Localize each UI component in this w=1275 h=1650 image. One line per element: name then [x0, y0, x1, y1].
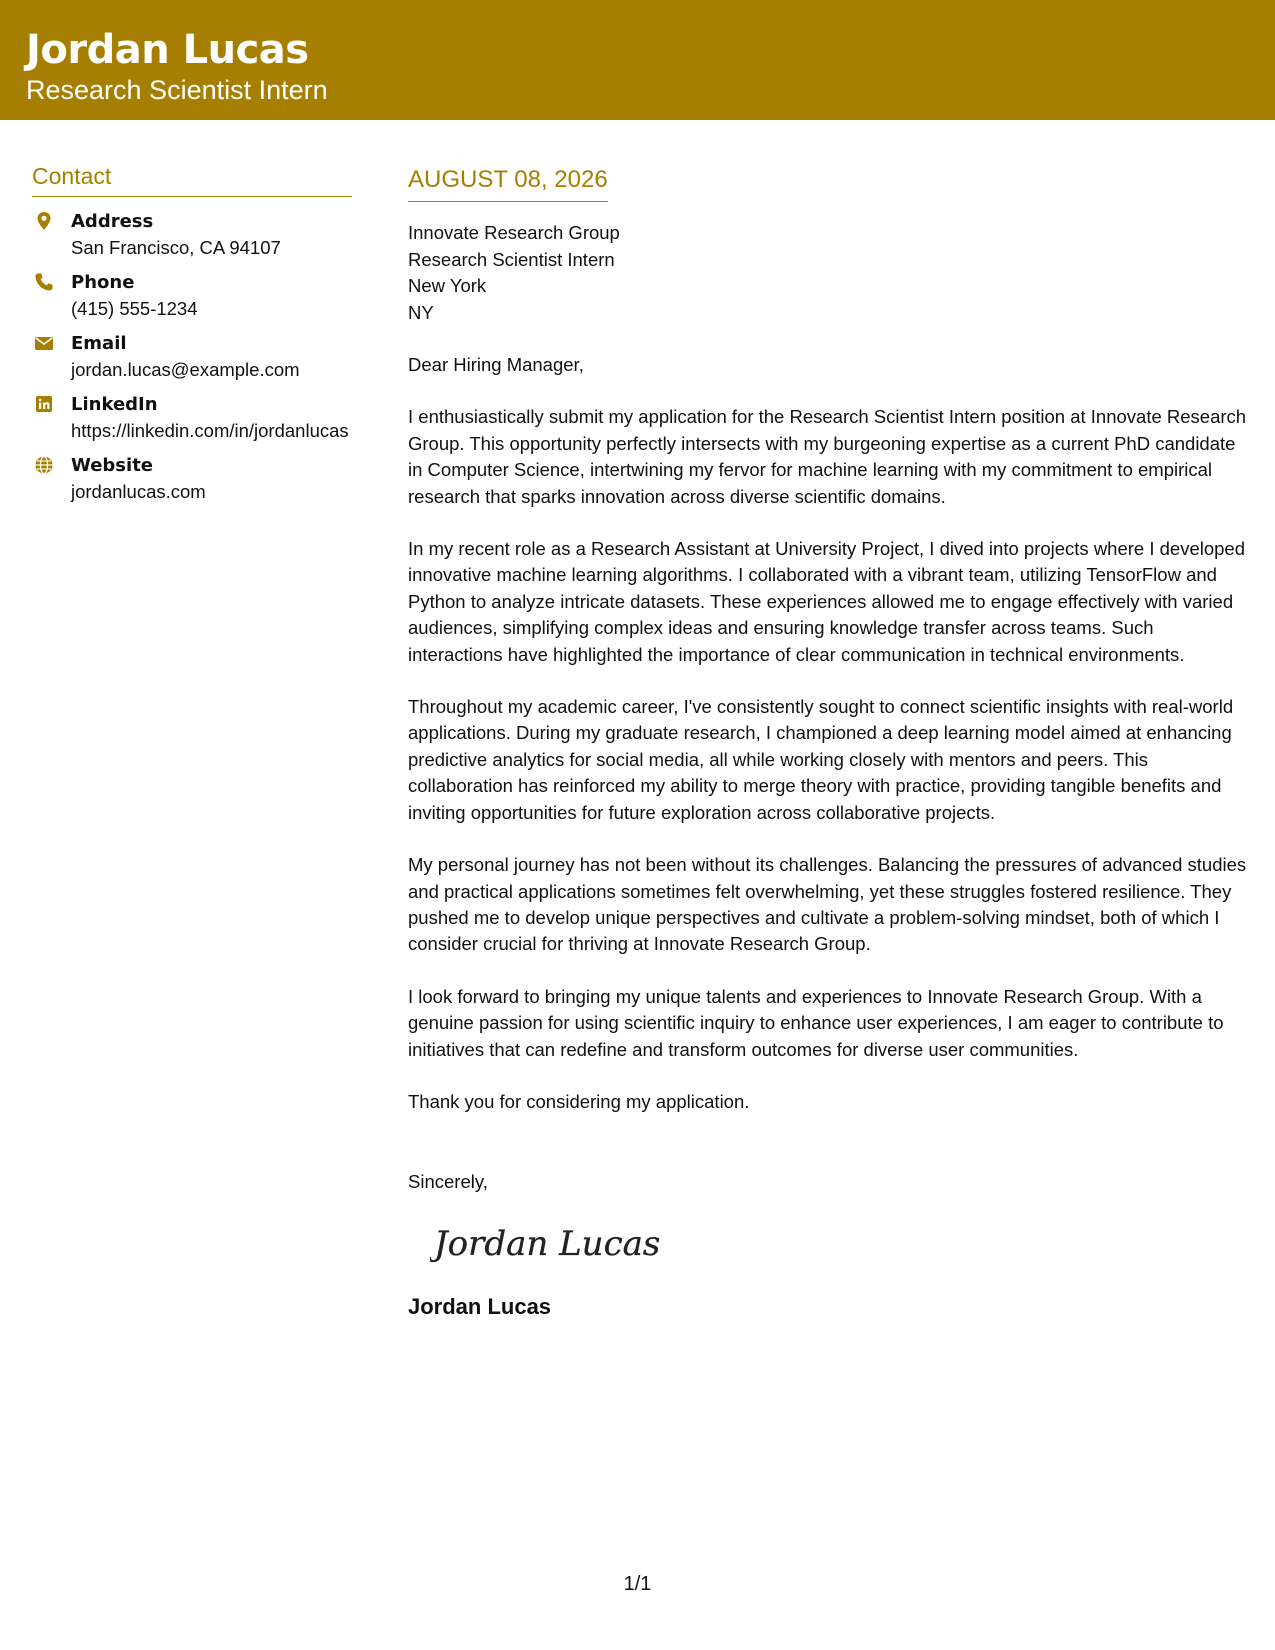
- map-marker-icon: [34, 211, 54, 231]
- body-paragraph: Thank you for considering my application.: [408, 1090, 750, 1112]
- envelope-icon: [34, 333, 54, 353]
- contact-item-address: [32, 209, 352, 260]
- body-paragraph: My personal journey has not been without its challenges. Balancing the pressures of advanced studies and practical applications sometimes felt overwhelming, yet these struggles fostered resilience. They pushed me to develop unique perspectives and cultivate a problem-solving mindset, both of which I consider crucial for thriving at Innovate Research Group.: [408, 854, 1247, 955]
- recipient-line: Innovate Research Group: [408, 222, 620, 243]
- letter-date: AUGUST 08, 2026: [408, 163, 608, 202]
- linkedin-icon: [34, 394, 54, 414]
- body-paragraph: Throughout my academic career, I've consistently sought to connect scientific insights with real-world applications. During my graduate research, I championed a deep learning model aimed at enhancing predictive analytics for social media, all while working closely with mentors and peers. This collaboration has reinforced my ability to merge theory with practice, providing tangible benefits and inviting opportunities for future exploration across collaborative projects.: [408, 696, 1234, 823]
- contact-sidebar: [32, 160, 352, 514]
- contact-item-website: [32, 453, 352, 504]
- body-paragraph: I enthusiastically submit my application for the Research Scientist Intern position at Innovate Research Group. This opportunity perfectly intersects with my burgeoning expertise as a current PhD candidate in Computer Science, intertwining my fervor for machine learning with my commitment to empirical research that sparks innovation across diverse scientific domains.: [408, 406, 1247, 507]
- recipient-line: New York: [408, 275, 487, 296]
- header-banner: [0, 0, 1275, 120]
- contact-item-email: [32, 331, 352, 382]
- contact-value[interactable]: jordanlucas.com: [71, 481, 206, 502]
- contact-item-linkedin: [32, 392, 352, 443]
- letter-body: [408, 163, 1250, 1322]
- recipient-line: NY: [408, 301, 434, 323]
- handwritten-signature: [430, 1213, 670, 1273]
- contact-label: Phone: [71, 272, 135, 293]
- signer-name: Jordan Lucas: [408, 1294, 552, 1320]
- contact-value[interactable]: https://linkedin.com/in/jordanlucas: [71, 420, 349, 441]
- contact-value: San Francisco, CA 94107: [71, 237, 281, 258]
- closing: Sincerely,: [408, 1171, 488, 1193]
- contact-label: Email: [71, 333, 127, 354]
- recipient-block: [408, 220, 1250, 326]
- phone-icon: [34, 272, 54, 292]
- body-paragraph: I look forward to bringing my unique talents and experiences to Innovate Research Group. With a genuine passion for using scientific inquiry to enhance user experiences, I am eager to contribute to initiatives that can redefine and transform outcomes for diverse user communities.: [408, 985, 1224, 1060]
- contact-value: (415) 555-1234: [71, 298, 198, 319]
- applicant-name: Jordan Lucas: [26, 27, 309, 73]
- contact-item-phone: [32, 270, 352, 321]
- contact-label: LinkedIn: [71, 394, 158, 415]
- salutation: Dear Hiring Manager,: [408, 354, 584, 375]
- contact-label: Address: [71, 211, 154, 232]
- contact-section-title: Contact: [32, 160, 352, 197]
- contact-label: Website: [71, 455, 154, 476]
- page-number: 1/1: [623, 1573, 652, 1595]
- applicant-role: Research Scientist Intern: [26, 75, 328, 105]
- body-paragraph: In my recent role as a Research Assistant at University Project, I dived into projects where I developed innovative machine learning algorithms. I collaborated with a vibrant team, utilizing TensorFlow and Python to analyze intricate datasets. These experiences allowed me to engage effectively with varied audiences, simplifying complex ideas and ensuring knowledge transfer across teams. Such interactions have highlighted the importance of clear communication in technical environments.: [408, 538, 1246, 665]
- signature-text: Jordan Lucas: [434, 1224, 661, 1265]
- contact-value[interactable]: jordan.lucas@example.com: [71, 359, 300, 380]
- recipient-line: Research Scientist Intern: [408, 248, 615, 270]
- globe-icon: [34, 455, 54, 475]
